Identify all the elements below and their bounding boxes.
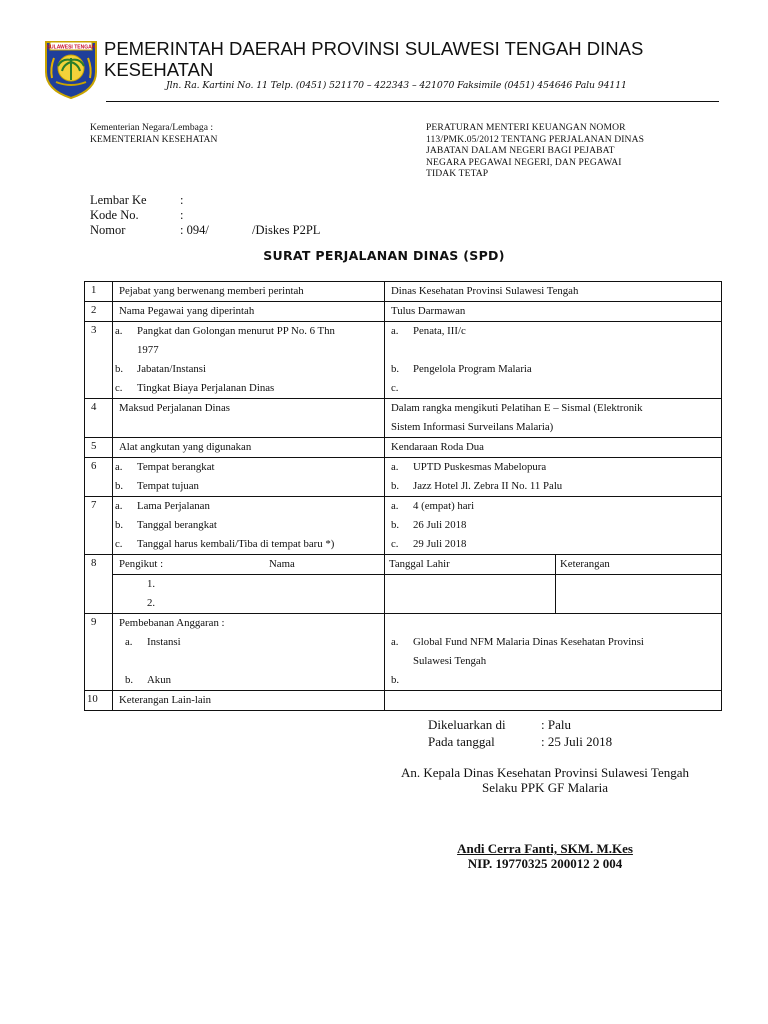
header-divider [106, 101, 719, 102]
table-row: 8 Pengikut : Nama 1. 2. Tanggal Lahir Keterangan [85, 555, 722, 614]
province-logo [42, 38, 100, 100]
signatory-nip: NIP. 19770325 200012 2 004 [467, 856, 623, 871]
signatory-office: An. Kepala Dinas Kesehatan Provinsi Sulawesi Tengah [400, 765, 690, 780]
signatory-role: Selaku PPK GF Malaria [481, 780, 609, 795]
table-row: 3 a. Pangkat dan Golongan menurut PP No. 6 Thn 1977 b. Jabatan/Instansi c. Tingkat Biaya Perjalanan Dinas a. Penata, III/c b. Pengelola Program Malaria c. [85, 322, 722, 399]
document-title: SURAT PERJALANAN DINAS (SPD) [263, 248, 505, 263]
agency-address: Jln. Ra. Kartini No. 11 Telp. (0451) 521170 – 422343 – 421070 Faksimile (0451) 454646 Palu 94111 [166, 80, 627, 91]
logo-text: SULAWESI TENGAH [46, 44, 96, 51]
ministry-reference: Kementerian Negara/Lembaga : KEMENTERIAN KESEHATAN [90, 122, 218, 145]
table-row: 7 a. Lama Perjalanan b. Tanggal berangkat c. Tanggal harus kembali/Tiba di tempat baru *) a. 4 (empat) hari b. 26 Juli 2018 c. 29 Juli 2018 [85, 497, 722, 555]
issued-block: Dikeluarkan di : Palu Pada tanggal : 25 Juli 2018 [428, 717, 613, 749]
agency-title: PEMERINTAH DAERAH PROVINSI SULAWESI TENGAH DINAS KESEHATAN [104, 38, 644, 80]
table-row: 1 Pejabat yang berwenang memberi perintah Dinas Kesehatan Provinsi Sulawesi Tengah [85, 282, 722, 302]
signatory-name: Andi Cerra Fanti, SKM. M.Kes [457, 841, 633, 856]
document-meta: Lembar Ke : Kode No. : Nomor : 094/ /Diskes P2PL [90, 193, 321, 237]
table-row: 6 a. Tempat berangkat b. Tempat tujuan a. UPTD Puskesmas Mabelopura b. Jazz Hotel Jl. Zebra II No. 11 Palu [85, 458, 722, 497]
signatory-block [370, 841, 720, 871]
table-row: 5 Alat angkutan yang digunakan Kendaraan Roda Dua [85, 438, 722, 458]
spd-table [84, 281, 722, 711]
table-row: 2 Nama Pegawai yang diperintah Tulus Darmawan [85, 302, 722, 322]
table-row: 9 Pembebanan Anggaran : a. Instansi b. Akun a. Global Fund NFM Malaria Dinas Kesehatan Provinsi Sulawesi Tengah b. [85, 614, 722, 691]
regulation-reference: PERATURAN MENTERI KEUANGAN NOMOR 113/PMK.05/2012 TENTANG PERJALANAN DINAS JABATAN DALAM NEGERI BAGI PEJABAT NEGARA PEGAWAI NEGERI, DAN PEGAWAI TIDAK TETAP [426, 122, 645, 179]
table-row: 4 Maksud Perjalanan Dinas Dalam rangka mengikuti Pelatihan E – Sismal (Elektronik Sistem Informasi Surveilans Malaria) [85, 399, 722, 438]
table-row: 10 Keterangan Lain-lain [85, 691, 722, 711]
